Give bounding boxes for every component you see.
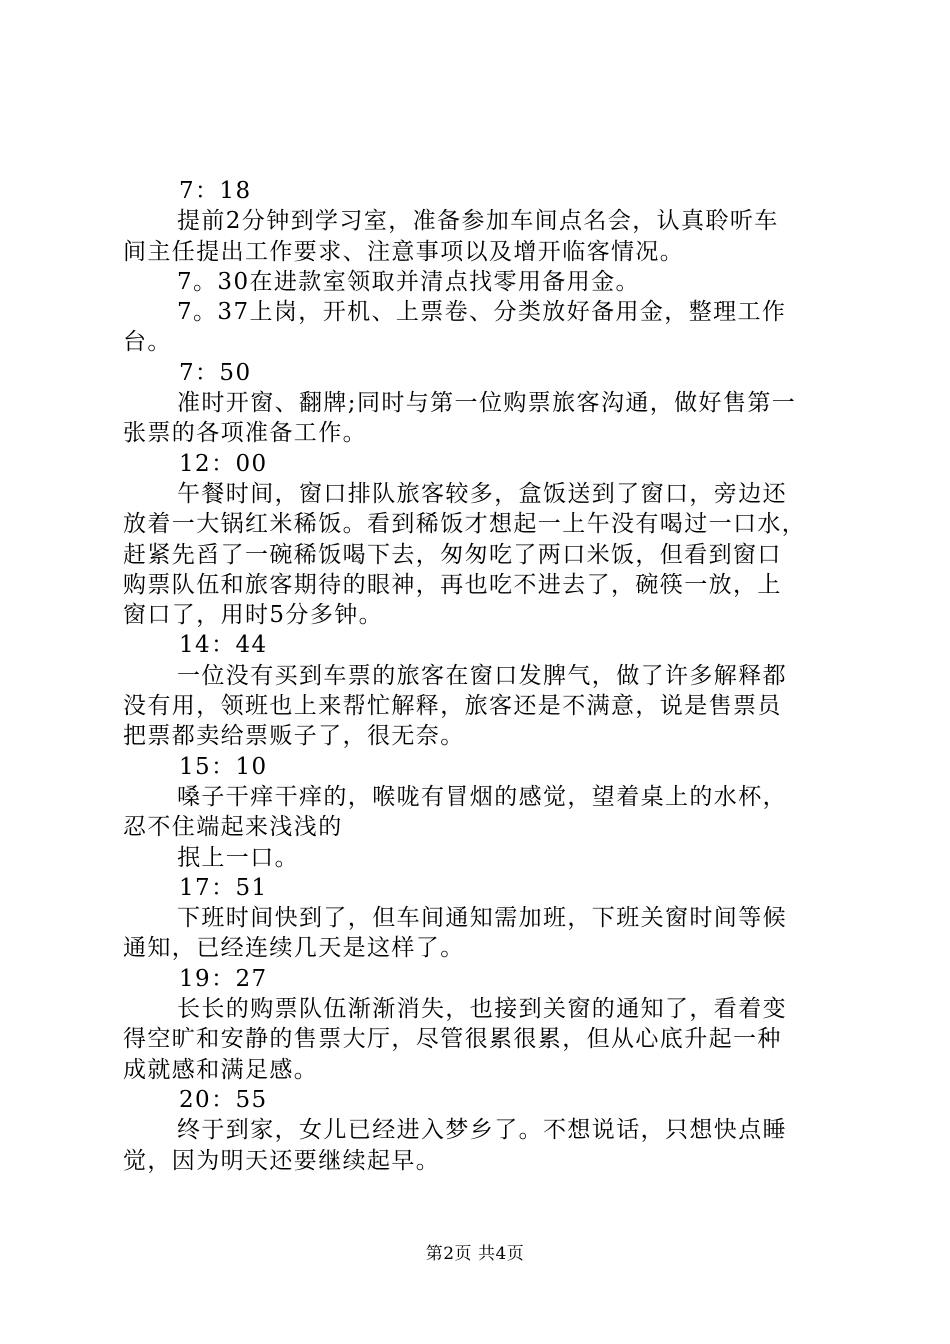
text-line: 赶紧先舀了一碗稀饭喝下去，匆匆吃了两口米饭，但看到窗口 [123,541,782,568]
text-line: 没有用，领班也上来帮忙解释，旅客还是不满意，说是售票员 [123,693,782,720]
text-line: 台。 [123,329,172,356]
text-line: 7。37上岗，开机、上票卷、分类放好备用金，整理工作 [177,299,787,326]
text-line: 窗口了，用时5分多钟。 [123,602,384,629]
time-stamp: 19：27 [179,965,268,992]
text-line: 间主任提出工作要求、注意事项以及增开临客情况。 [123,238,685,265]
text-line: 准时开窗、翻牌;同时与第一位购票旅客沟通，做好售第一 [177,390,797,417]
text-line: 一位没有买到车票的旅客在窗口发脾气，做了许多解释都 [177,662,787,689]
text-line: 7。30在进款室领取并清点找零用备用金。 [177,268,640,295]
page-footer [0,1243,950,1265]
time-stamp: 17：51 [179,874,268,901]
time-stamp: 12：00 [179,450,268,477]
text-line: 把票都卖给票贩子了，很无奈。 [123,723,465,750]
text-line: 得空旷和安静的售票大厅，尽管很累很累，但从心底升起一种 [123,1026,782,1053]
text-line: 购票队伍和旅客期待的眼神，再也吃不进去了，碗筷一放，上 [123,571,782,598]
text-line: 长长的购票队伍渐渐消失，也接到关窗的通知了，看着变 [177,996,787,1023]
text-line: 终于到家，女儿已经进入梦乡了。不想说话，只想快点睡 [177,1117,787,1144]
text-line: 午餐时间，窗口排队旅客较多，盒饭送到了窗口，旁边还 [177,480,787,507]
text-line: 嗓子干痒干痒的，喉咙有冒烟的感觉，望着桌上的水杯， [177,783,787,810]
text-line: 张票的各项准备工作。 [123,420,367,447]
text-line: 觉，因为明天还要继续起早。 [123,1147,441,1174]
document-body [123,176,835,1176]
time-stamp: 7：18 [179,178,252,204]
time-stamp: 20：55 [179,1086,268,1113]
time-stamp: 7：50 [179,359,252,386]
text-line: 成就感和满足感。 [123,1056,319,1083]
text-line: 下班时间快到了，但车间通知需加班，下班关窗时间等候 [177,905,787,932]
text-line: 通知，已经连续几天是这样了。 [123,935,465,962]
time-stamp: 15：10 [179,753,268,780]
text-line: 抿上一口。 [177,844,299,871]
text-line: 放着一大锅红米稀饭。看到稀饭才想起一上午没有喝过一口水， [123,511,807,538]
text-line: 忍不住端起来浅浅的 [123,814,343,841]
text-line: 提前2分钟到学习室，准备参加车间点名会，认真聆听车 [177,208,779,235]
page-number-label: 第2页 共4页 [425,1244,525,1264]
time-stamp: 14：44 [179,632,268,659]
